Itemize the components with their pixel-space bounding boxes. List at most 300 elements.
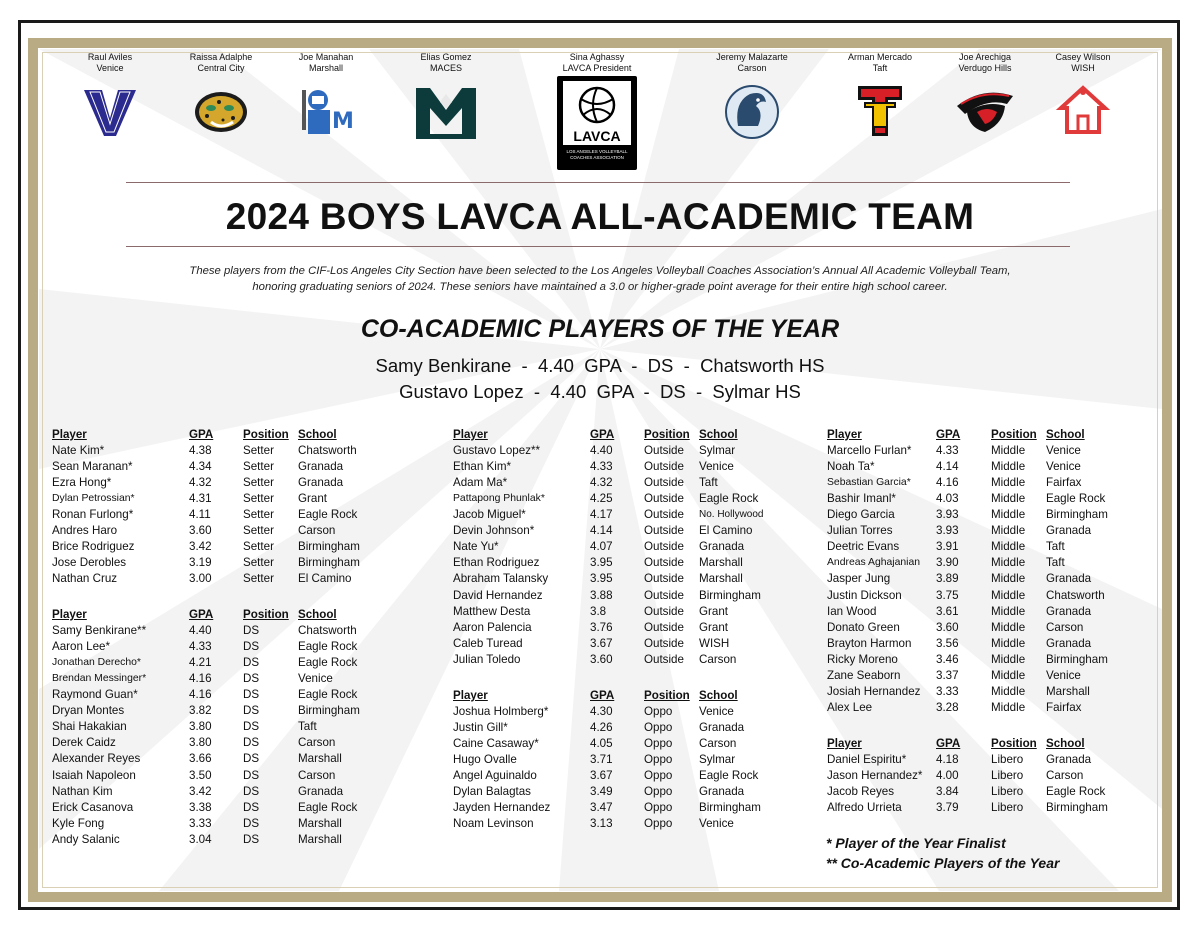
player-school: Marshall	[699, 556, 743, 570]
player-gpa: 3.80	[189, 736, 212, 750]
logo-carson	[697, 52, 807, 140]
player-gpa: 4.31	[189, 492, 212, 506]
header-player: Player	[827, 428, 862, 441]
player-position: Outside	[644, 604, 684, 618]
player-name: Andreas Aghajanian	[827, 557, 921, 569]
player-school: Marshall	[1046, 684, 1090, 698]
player-school: Granada	[699, 721, 745, 735]
player-gpa: 3.60	[590, 652, 613, 666]
player-name: Aaron Palencia	[453, 620, 532, 634]
player-name: Marcello Furlan*	[827, 444, 912, 458]
player-position: Outside	[644, 540, 684, 554]
player-name: Jacob Miguel*	[453, 508, 526, 522]
player-name: Hugo Ovalle	[453, 753, 517, 767]
player-name: David Hernandez	[453, 588, 543, 602]
player-gpa: 4.33	[189, 640, 212, 654]
header-player: Player	[453, 428, 488, 441]
player-school: Birmingham	[699, 801, 761, 815]
player-position: Outside	[644, 620, 684, 634]
jaguar-icon	[189, 82, 253, 140]
verdugo-dons-icon	[953, 82, 1017, 140]
player-position: Middle	[991, 476, 1026, 490]
coach-school: Carson	[737, 63, 767, 73]
player-position: Setter	[243, 508, 274, 522]
player-school: Sylmar	[699, 444, 736, 458]
player-position: Outside	[644, 460, 684, 474]
player-school: Marshall	[298, 752, 342, 766]
header-school: School	[1046, 737, 1085, 750]
header-position: Position	[991, 737, 1037, 750]
player-position: Libero	[991, 753, 1024, 767]
player-school: Taft	[1046, 556, 1065, 570]
coach-name: Elias Gomez	[420, 52, 472, 62]
player-school: Birmingham	[1046, 508, 1108, 522]
player-gpa: 4.34	[189, 460, 212, 474]
player-gpa: 4.07	[590, 540, 613, 554]
player-school: Granada	[1046, 524, 1092, 538]
player-school: Carson	[298, 736, 336, 750]
player-gpa: 3.42	[189, 784, 212, 798]
player-position: DS	[243, 832, 260, 846]
player-position: Setter	[243, 524, 274, 538]
player-school: El Camino	[298, 572, 352, 586]
player-position: Oppo	[644, 721, 673, 735]
header-school: School	[699, 428, 738, 441]
co-academic-player-1: Samy Benkirane - 4.40 GPA - DS - Chatsworth HS	[375, 355, 825, 376]
player-school: Venice	[699, 705, 734, 719]
player-position: DS	[243, 688, 260, 702]
player-gpa: 4.40	[590, 444, 613, 458]
player-gpa: 3.42	[189, 540, 212, 554]
player-gpa: 4.26	[590, 721, 613, 735]
player-gpa: 3.46	[936, 652, 959, 666]
coach-name: Jeremy Malazarte	[716, 52, 788, 62]
player-name: Noam Levinson	[453, 817, 534, 831]
note-co-academic: ** Co-Academic Players of the Year	[826, 855, 1060, 871]
player-position: Libero	[991, 769, 1024, 783]
player-name: Shai Hakakian	[52, 720, 127, 734]
player-gpa: 4.33	[590, 460, 613, 474]
player-position: Middle	[991, 604, 1026, 618]
player-gpa: 3.56	[936, 636, 959, 650]
header-school: School	[1046, 428, 1085, 441]
player-gpa: 3.13	[590, 817, 613, 831]
header-position: Position	[243, 428, 289, 441]
player-name: Samy Benkirane**	[52, 624, 147, 638]
player-gpa: 4.25	[590, 492, 613, 506]
player-gpa: 3.49	[590, 785, 613, 799]
coach-school: MACES	[429, 63, 462, 73]
player-gpa: 4.16	[936, 476, 959, 490]
colt-icon	[720, 82, 784, 140]
player-position: DS	[243, 656, 260, 670]
header-gpa: GPA	[936, 428, 961, 441]
player-name: Alexander Reyes	[52, 752, 141, 766]
player-position: Middle	[991, 684, 1026, 698]
coach-logos-row	[60, 52, 1140, 182]
player-gpa: 4.21	[189, 656, 212, 670]
player-school: Taft	[699, 476, 718, 490]
player-gpa: 4.32	[189, 476, 212, 490]
player-position: Setter	[243, 540, 274, 554]
player-position: DS	[243, 752, 260, 766]
player-name: Kyle Fong	[52, 816, 105, 830]
player-school: Venice	[298, 672, 333, 686]
header-position: Position	[644, 428, 690, 441]
player-school: Sylmar	[699, 753, 736, 767]
lavca-president-badge	[557, 76, 637, 170]
player-position: Outside	[644, 492, 684, 506]
player-gpa: 3.19	[189, 556, 212, 570]
player-school: Granada	[1046, 604, 1092, 618]
intro-line-1: These players from the CIF-Los Angeles City Section have been selected to the Los Angeles Volleyball Coaches Association’s Annual All Academic Volleyball Team,	[189, 265, 1011, 277]
player-gpa: 3.33	[936, 684, 959, 698]
maces-m-icon	[414, 82, 478, 140]
player-school: Birmingham	[298, 540, 360, 554]
player-school: Marshall	[298, 816, 342, 830]
player-name: Deetric Evans	[827, 540, 900, 554]
player-school: Venice	[1046, 444, 1081, 458]
player-name: Justin Gill*	[453, 721, 508, 735]
player-gpa: 3.66	[189, 752, 212, 766]
header-player: Player	[453, 689, 488, 702]
player-gpa: 4.14	[936, 460, 959, 474]
player-position: Outside	[644, 476, 684, 490]
player-gpa: 3.60	[189, 524, 212, 538]
player-position: Middle	[991, 652, 1026, 666]
header-position: Position	[243, 608, 289, 621]
player-gpa: 4.05	[590, 737, 613, 751]
player-school: Eagle Rock	[699, 492, 759, 506]
logo-marshall	[271, 52, 381, 140]
svg-text:M: M	[332, 109, 354, 134]
logo-maces	[391, 52, 501, 140]
player-gpa: 3.47	[590, 801, 613, 815]
player-position: Middle	[991, 572, 1026, 586]
player-school: Granada	[1046, 572, 1092, 586]
player-school: Birmingham	[298, 556, 360, 570]
player-school: Grant	[699, 604, 728, 618]
player-gpa: 3.61	[936, 604, 959, 618]
player-position: Setter	[243, 444, 274, 458]
player-school: Venice	[699, 817, 734, 831]
logo-central-city	[166, 52, 276, 140]
player-name: Erick Casanova	[52, 800, 134, 814]
player-gpa: 3.33	[189, 816, 212, 830]
player-gpa: 4.00	[936, 769, 959, 783]
player-school: Chatsworth	[298, 624, 357, 638]
player-school: No. Hollywood	[699, 509, 764, 521]
player-position: Outside	[644, 572, 684, 586]
player-position: Oppo	[644, 705, 673, 719]
player-school: Birmingham	[1046, 652, 1108, 666]
player-position: Outside	[644, 636, 684, 650]
player-position: Middle	[991, 460, 1026, 474]
player-gpa: 3.88	[590, 588, 613, 602]
player-name: Isaiah Napoleon	[52, 768, 136, 782]
header-player: Player	[827, 737, 862, 750]
lavca-caption-line-1: LOS ANGELES VOLLEYBALL	[566, 149, 628, 154]
player-position: Middle	[991, 508, 1026, 522]
player-name: Angel Aguinaldo	[453, 769, 537, 783]
player-position: Setter	[243, 492, 274, 506]
coach-school: Central City	[197, 63, 245, 73]
player-position: Setter	[243, 556, 274, 570]
player-name: Ronan Furlong*	[52, 508, 134, 522]
player-position: Oppo	[644, 753, 673, 767]
player-school: Carson	[298, 768, 336, 782]
player-position: Setter	[243, 572, 274, 586]
player-position: DS	[243, 720, 260, 734]
player-gpa: 3.60	[936, 620, 959, 634]
lavca-caption-line-2: COACHES ASSOCIATION	[570, 155, 624, 160]
player-name: Sean Maranan*	[52, 460, 133, 474]
header-gpa: GPA	[189, 608, 214, 621]
player-name: Nate Kim*	[52, 444, 105, 458]
coach-name: Raul Aviles	[87, 52, 133, 62]
header-gpa: GPA	[936, 737, 961, 750]
player-school: El Camino	[699, 524, 753, 538]
player-position: Libero	[991, 801, 1024, 815]
player-gpa: 3.91	[936, 540, 959, 554]
player-name: Alex Lee	[827, 700, 873, 714]
coach-name: Arman Mercado	[847, 52, 913, 62]
player-gpa: 3.82	[189, 704, 212, 718]
player-name: Brayton Harmon	[827, 636, 912, 650]
player-position: Middle	[991, 556, 1026, 570]
header-school: School	[298, 608, 337, 621]
co-academic-heading: CO-ACADEMIC PLAYERS OF THE YEAR	[360, 315, 840, 343]
player-school: WISH	[699, 636, 730, 650]
coach-name: Joe Arechiga	[958, 52, 1012, 62]
player-name: Julian Toledo	[453, 652, 521, 666]
player-name: Dryan Montes	[52, 704, 125, 718]
coach-school: WISH	[1071, 63, 1095, 73]
player-school: Taft	[1046, 540, 1065, 554]
player-name: Raymond Guan*	[52, 688, 138, 702]
player-gpa: 3.28	[936, 700, 959, 714]
player-school: Granada	[298, 476, 344, 490]
player-gpa: 4.17	[590, 508, 613, 522]
player-name: Caine Casaway*	[453, 737, 539, 751]
player-school: Birmingham	[1046, 801, 1108, 815]
player-gpa: 3.93	[936, 524, 959, 538]
header-position: Position	[644, 689, 690, 702]
player-name: Donato Green	[827, 620, 900, 634]
header-position: Position	[991, 428, 1037, 441]
player-name: Devin Johnson*	[453, 524, 535, 538]
player-gpa: 3.8	[590, 604, 607, 618]
player-position: Oppo	[644, 801, 673, 815]
player-position: Outside	[644, 588, 684, 602]
coach-school: Venice	[96, 63, 124, 73]
wish-house-icon	[1051, 82, 1115, 140]
player-school: Carson	[699, 652, 737, 666]
player-gpa: 4.16	[189, 688, 212, 702]
header-player: Player	[52, 608, 87, 621]
logo-wish	[1028, 52, 1138, 140]
player-school: Birmingham	[699, 588, 761, 602]
player-name: Adam Ma*	[453, 476, 508, 490]
player-position: Middle	[991, 492, 1026, 506]
header-school: School	[699, 689, 738, 702]
player-name: Dylan Petrossian*	[52, 493, 135, 505]
player-position: Middle	[991, 620, 1026, 634]
player-school: Eagle Rock	[298, 688, 358, 702]
player-name: Alfredo Urrieta	[827, 801, 902, 815]
logo-lavca-president	[542, 52, 652, 74]
player-position: Outside	[644, 524, 684, 538]
player-name: Aaron Lee*	[52, 640, 111, 654]
player-school: Chatsworth	[1046, 588, 1105, 602]
player-name: Diego Garcia	[827, 508, 895, 522]
player-school: Eagle Rock	[1046, 492, 1106, 506]
player-position: Middle	[991, 588, 1026, 602]
player-school: Carson	[298, 524, 336, 538]
player-gpa: 3.95	[590, 572, 613, 586]
svg-text:LAVCA: LAVCA	[573, 128, 621, 144]
player-position: Middle	[991, 540, 1026, 554]
player-name: Jacob Reyes	[827, 785, 895, 799]
player-position: Middle	[991, 636, 1026, 650]
player-position: DS	[243, 624, 260, 638]
header-gpa: GPA	[189, 428, 214, 441]
player-name: Ethan Rodriguez	[453, 556, 540, 570]
player-name: Ezra Hong*	[52, 476, 112, 490]
player-name: Daniel Espiritu*	[827, 753, 907, 767]
player-name: Josiah Hernandez	[827, 684, 921, 698]
player-position: Setter	[243, 460, 274, 474]
footnotes	[826, 833, 1059, 873]
player-name: Ricky Moreno	[827, 652, 898, 666]
player-school: Venice	[1046, 668, 1081, 682]
coach-name: Joe Manahan	[298, 52, 354, 62]
player-name: Nate Yu*	[453, 540, 499, 554]
coach-school: Taft	[872, 63, 888, 73]
taft-t-icon	[848, 82, 912, 140]
header-school: School	[298, 428, 337, 441]
player-name: Jayden Hernandez	[453, 801, 551, 815]
player-name: Jonathan Derecho*	[52, 657, 141, 669]
player-name: Brice Rodriguez	[52, 540, 135, 554]
player-school: Eagle Rock	[1046, 785, 1106, 799]
player-position: DS	[243, 800, 260, 814]
player-school: Granada	[699, 540, 745, 554]
coach-name: Sina Aghassy	[569, 52, 625, 62]
player-gpa: 3.80	[189, 720, 212, 734]
intro-line-2: honoring graduating seniors of 2024. These seniors have maintained a 3.0 or higher-grade point average for their entire high school career.	[252, 281, 948, 293]
player-gpa: 3.93	[936, 508, 959, 522]
player-school: Fairfax	[1046, 476, 1082, 490]
player-name: Jasper Jung	[827, 572, 891, 586]
player-school: Granada	[298, 460, 344, 474]
player-gpa: 4.32	[590, 476, 613, 490]
player-position: DS	[243, 704, 260, 718]
player-gpa: 3.90	[936, 556, 959, 570]
logo-verdugo-hills	[930, 52, 1040, 140]
logo-venice	[55, 52, 165, 140]
player-name: Noah Ta*	[827, 460, 875, 474]
player-school: Fairfax	[1046, 700, 1082, 714]
logo-taft	[825, 52, 935, 140]
header-gpa: GPA	[590, 689, 615, 702]
player-name: Gustavo Lopez**	[453, 444, 541, 458]
player-position: Outside	[644, 652, 684, 666]
player-position: Outside	[644, 556, 684, 570]
player-school: Venice	[1046, 460, 1081, 474]
player-gpa: 4.40	[189, 624, 212, 638]
player-name: Brendan Messinger*	[52, 673, 147, 685]
player-gpa: 3.95	[590, 556, 613, 570]
player-name: Nathan Kim	[52, 784, 113, 798]
page-title: 2024 BOYS LAVCA ALL-ACADEMIC TEAM	[225, 196, 975, 237]
player-position: Middle	[991, 444, 1026, 458]
player-position: Setter	[243, 476, 274, 490]
player-school: Grant	[298, 492, 327, 506]
note-finalist: * Player of the Year Finalist	[826, 835, 1006, 851]
player-school: Granada	[699, 785, 745, 799]
top-rule	[126, 182, 1070, 183]
player-school: Grant	[699, 620, 728, 634]
player-gpa: 4.11	[189, 508, 211, 522]
player-name: Andy Salanic	[52, 832, 120, 846]
player-position: DS	[243, 768, 260, 782]
player-name: Zane Seaborn	[827, 668, 901, 682]
header-player: Player	[52, 428, 87, 441]
player-gpa: 3.71	[590, 753, 613, 767]
player-position: Middle	[991, 668, 1026, 682]
player-position: Oppo	[644, 737, 673, 751]
player-position: Libero	[991, 785, 1024, 799]
bottom-rule	[126, 246, 1070, 247]
co-academic-player-2: Gustavo Lopez - 4.40 GPA - DS - Sylmar HS	[399, 381, 801, 402]
player-position: Outside	[644, 508, 684, 522]
player-school: Eagle Rock	[298, 508, 358, 522]
player-gpa: 3.67	[590, 769, 613, 783]
player-position: Oppo	[644, 769, 673, 783]
player-name: Joshua Holmberg*	[453, 705, 549, 719]
player-name: Caleb Turead	[453, 636, 523, 650]
player-gpa: 4.30	[590, 705, 613, 719]
player-school: Taft	[298, 720, 317, 734]
player-gpa: 3.84	[936, 785, 959, 799]
player-position: DS	[243, 736, 260, 750]
player-position: DS	[243, 640, 260, 654]
player-name: Sebastian Garcia*	[827, 477, 911, 489]
coach-school: Marshall	[308, 63, 343, 73]
player-name: Julian Torres	[827, 524, 893, 538]
player-name: Jose Derobles	[52, 556, 127, 570]
player-name: Dylan Balagtas	[453, 785, 531, 799]
barbarian-icon	[294, 82, 358, 140]
player-school: Granada	[1046, 753, 1092, 767]
player-gpa: 3.67	[590, 636, 613, 650]
player-position: DS	[243, 816, 260, 830]
coach-name: Casey Wilson	[1055, 52, 1111, 62]
player-name: Derek Caidz	[52, 736, 116, 750]
player-name: Nathan Cruz	[52, 572, 118, 586]
player-school: Eagle Rock	[699, 769, 759, 783]
player-school: Granada	[298, 784, 344, 798]
player-school: Eagle Rock	[298, 656, 358, 670]
player-gpa: 3.38	[189, 800, 212, 814]
player-school: Granada	[1046, 636, 1092, 650]
player-gpa: 3.00	[189, 572, 212, 586]
player-gpa: 4.38	[189, 444, 212, 458]
coach-school: LAVCA President	[562, 63, 632, 73]
player-name: Jason Hernandez*	[827, 769, 923, 783]
player-name: Ian Wood	[827, 604, 877, 618]
